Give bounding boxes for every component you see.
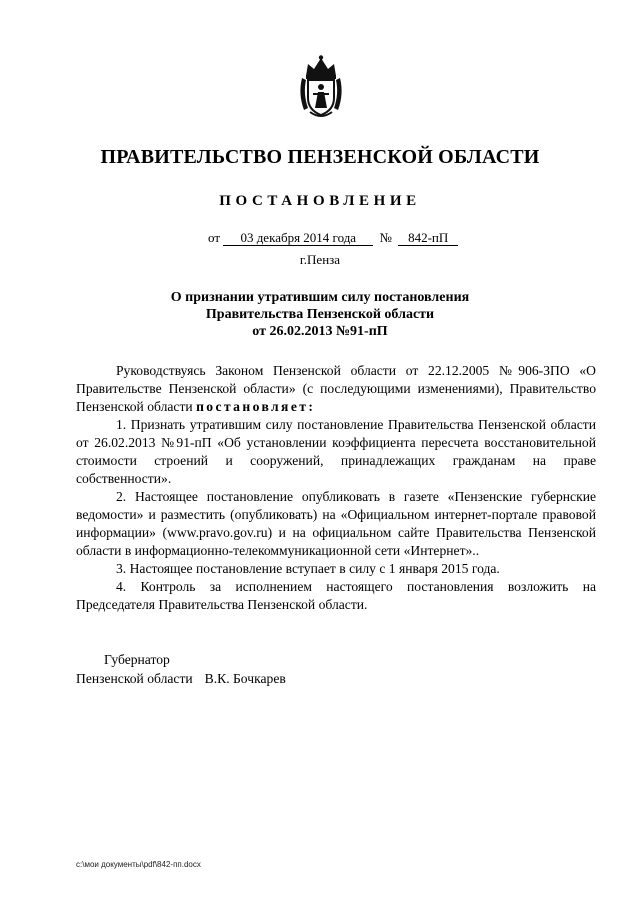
number-prefix: № (379, 230, 392, 245)
decree-word: постановляет: (196, 399, 316, 414)
preamble-paragraph (76, 362, 596, 416)
signatory-title-line-1: Губернатор (104, 652, 170, 667)
decree-subject (0, 289, 640, 340)
preamble-text: Руководствуясь Законом Пензенской области от 22.12.2005 №906-ЗПО «О Правительстве Пензенской области» (с последующими изменениями), Правительство Пензенской области (76, 363, 596, 414)
item-2: 2. Настоящее постановление опубликовать в газете «Пензенские губернские ведомости» и разместить (опубликовать) на «Официальном интернет-портале правовой информации» (www.pravo.gov.ru) и на официальном сайте Правительства Пензенской области в информационно-телекоммуникационной сети «Интернет».. (76, 489, 596, 558)
signature-block (76, 650, 286, 688)
city: г.Пенза (299, 252, 341, 267)
date-number-line (208, 230, 458, 246)
coat-of-arms-icon (296, 54, 346, 118)
subject-line-1: О признании утратившим силу постановления (170, 290, 470, 305)
file-path-footer: c:\мои документы\pdf\842-пп.docx (76, 860, 201, 869)
coat-of-arms-emblem (296, 54, 346, 118)
decree-number: 842-пП (398, 231, 458, 246)
signatory-title-line-2 (76, 669, 286, 688)
signatory-name: В.К. Бочкарев (204, 671, 286, 686)
decree-date: 03 декабря 2014 года (223, 231, 373, 246)
document-type: ПОСТАНОВЛЕНИЕ (219, 193, 421, 209)
item-3: 3. Настоящее постановление вступает в силу с 1 января 2015 года. (116, 561, 500, 576)
subject-line-2: Правительства Пензенской области (205, 307, 435, 322)
item-4: 4. Контроль за исполнением настоящего постановления возложить на Председателя Правительства Пензенской области. (76, 579, 596, 612)
item-1: 1. Признать утратившим силу постановление Правительства Пензенской области от 26.02.2013 №91-пП «Об установлении коэффициента пересчета восстановительной стоимости строений и сооружений, принадлежащих гражданам на праве собственности». (76, 417, 596, 486)
decree-body (76, 362, 596, 614)
date-prefix: от (208, 230, 221, 245)
signatory-region: Пензенской области (76, 671, 193, 686)
subject-line-3: от 26.02.2013 №91-пП (252, 324, 388, 339)
government-name: ПРАВИТЕЛЬСТВО ПЕНЗЕНСКОЙ ОБЛАСТИ (100, 146, 540, 168)
